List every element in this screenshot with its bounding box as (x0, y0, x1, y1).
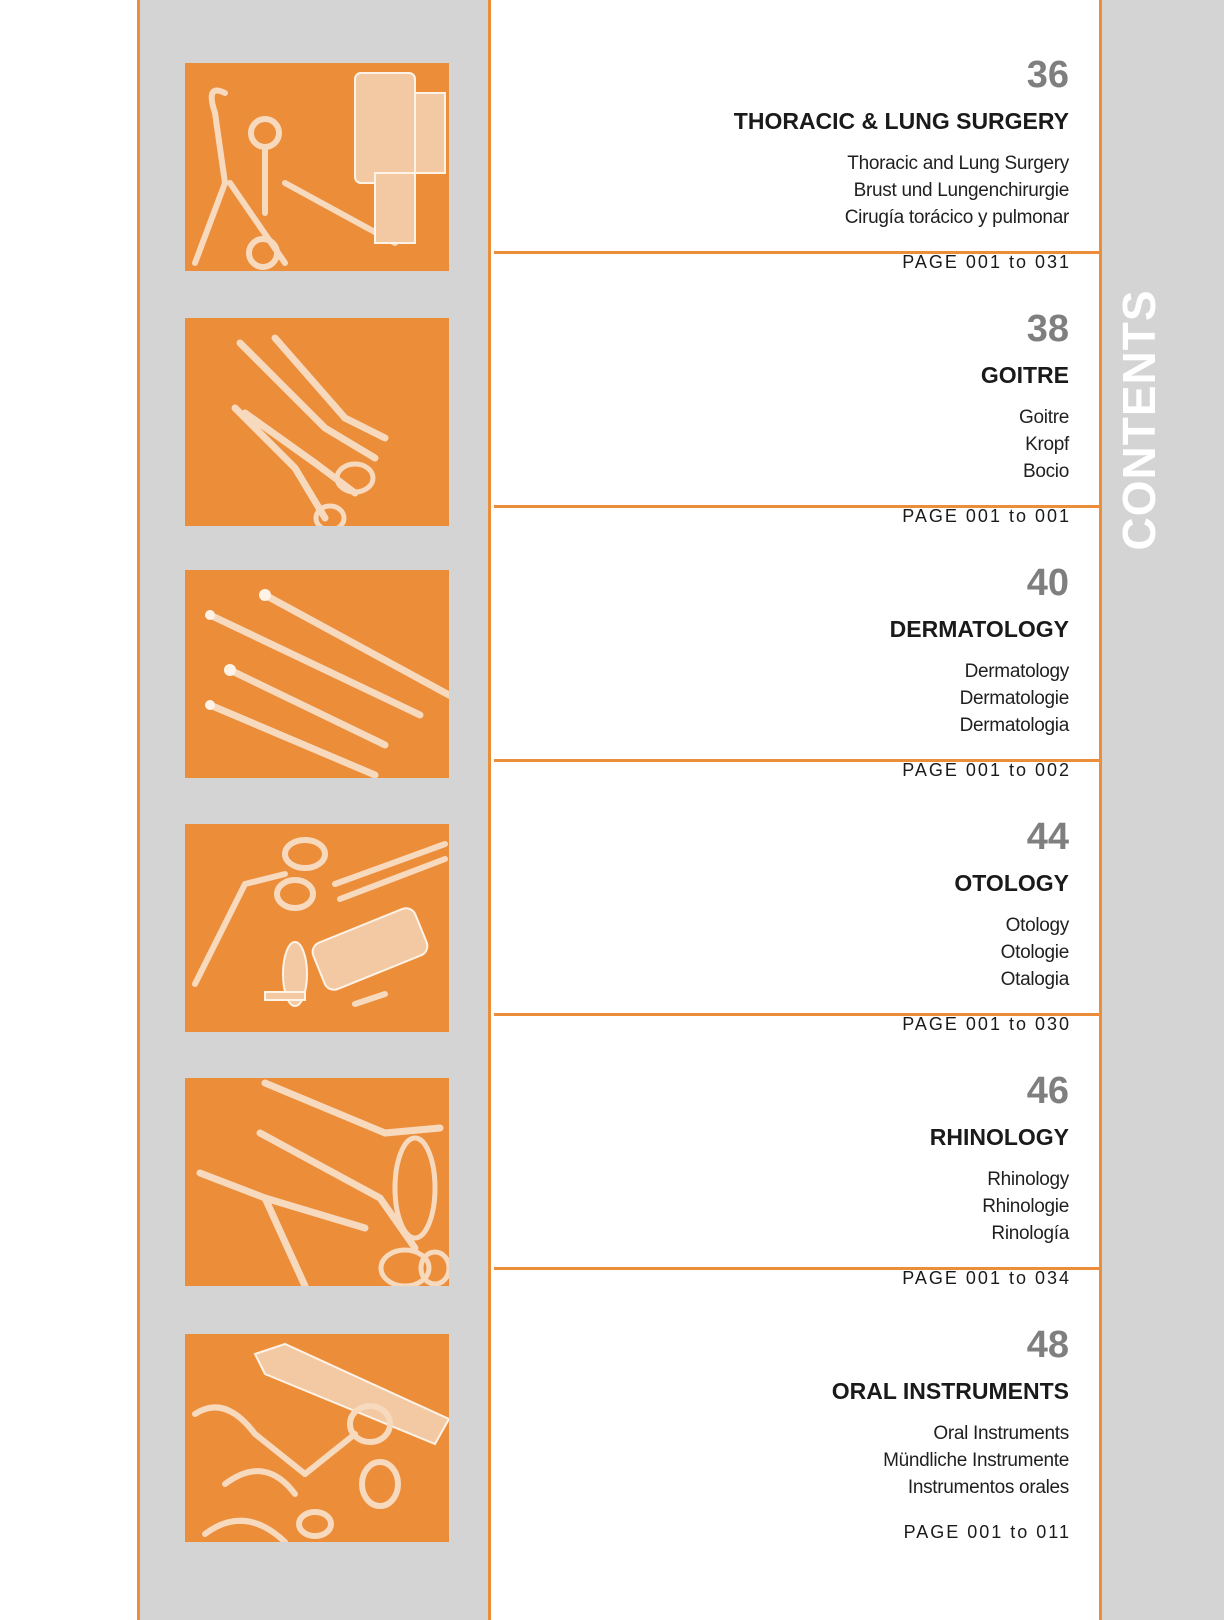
thumbnail-dermatology (185, 570, 449, 778)
thumbnail-otology (185, 824, 449, 1032)
translation-es: Dermatologia (959, 715, 1069, 736)
right-gray-band (1099, 0, 1224, 1620)
section-number: 40 (1026, 562, 1069, 604)
thumbnail-rhinology (185, 1078, 449, 1286)
section-number: 46 (1026, 1070, 1069, 1112)
section-page-range: PAGE 001 to 034 (902, 1268, 1071, 1288)
section-page-range: PAGE 001 to 031 (902, 252, 1071, 272)
section-title: ORAL INSTRUMENTS (831, 1378, 1069, 1404)
translation-de: Otologie (1000, 942, 1069, 963)
thumbnail-goitre (185, 318, 449, 526)
section-translations (1001, 912, 1069, 993)
section-title: THORACIC & LUNG SURGERY (733, 108, 1069, 134)
section-rhinology[interactable] (494, 1016, 1099, 1288)
translation-de: Dermatologie (959, 688, 1069, 709)
translation-es: Rinología (991, 1223, 1069, 1244)
thumbnail-thoracic (185, 63, 449, 271)
contents-list (494, 0, 1099, 1542)
section-page-range: PAGE 001 to 011 (903, 1522, 1071, 1542)
translation-en: Otology (1005, 915, 1069, 936)
ear-syringe-icon (185, 824, 449, 1032)
section-page-range: PAGE 001 to 002 (902, 760, 1071, 780)
contents-side-label: CONTENTS (1113, 289, 1165, 551)
section-thoracic[interactable] (494, 0, 1099, 272)
rib-spreader-icon (185, 63, 449, 271)
translation-es: Bocio (1022, 461, 1069, 482)
scalpel-forceps-icon (185, 318, 449, 526)
section-dermatology[interactable] (494, 508, 1099, 780)
section-page-range: PAGE 001 to 001 (902, 506, 1071, 526)
translation-es: Instrumentos orales (907, 1477, 1069, 1498)
mouth-gag-icon (185, 1334, 449, 1542)
translation-es: Otalogia (1000, 969, 1069, 990)
section-number: 38 (1026, 308, 1069, 350)
section-title: OTOLOGY (954, 870, 1069, 896)
section-number: 48 (1026, 1324, 1069, 1366)
section-translations (960, 658, 1069, 739)
section-number: 44 (1026, 816, 1069, 858)
translation-de: Rhinologie (982, 1196, 1069, 1217)
translation-de: Mündliche Instrumente (883, 1450, 1069, 1471)
translation-en: Dermatology (964, 661, 1069, 682)
section-translations (1019, 404, 1069, 485)
translation-en: Goitre (1019, 407, 1069, 428)
translation-en: Thoracic and Lung Surgery (847, 153, 1069, 174)
translation-es: Cirugía torácico y pulmonar (844, 207, 1069, 228)
section-translations (982, 1166, 1069, 1247)
section-translations (883, 1420, 1069, 1501)
section-title: GOITRE (980, 362, 1069, 388)
section-number: 36 (1026, 54, 1069, 96)
section-goitre[interactable] (494, 254, 1099, 526)
translation-en: Rhinology (987, 1169, 1069, 1190)
nasal-speculum-icon (185, 1078, 449, 1286)
comedone-extractor-icon (185, 570, 449, 778)
translation-en: Oral Instruments (933, 1423, 1069, 1444)
translation-de: Brust und Lungenchirurgie (853, 180, 1069, 201)
section-oral[interactable] (494, 1270, 1099, 1542)
thumbnail-oral (185, 1334, 449, 1542)
section-page-range: PAGE 001 to 030 (902, 1014, 1071, 1034)
translation-de: Kropf (1025, 434, 1069, 455)
section-title: DERMATOLOGY (889, 616, 1069, 642)
section-otology[interactable] (494, 762, 1099, 1034)
section-translations (845, 150, 1069, 231)
section-title: RHINOLOGY (929, 1124, 1069, 1150)
